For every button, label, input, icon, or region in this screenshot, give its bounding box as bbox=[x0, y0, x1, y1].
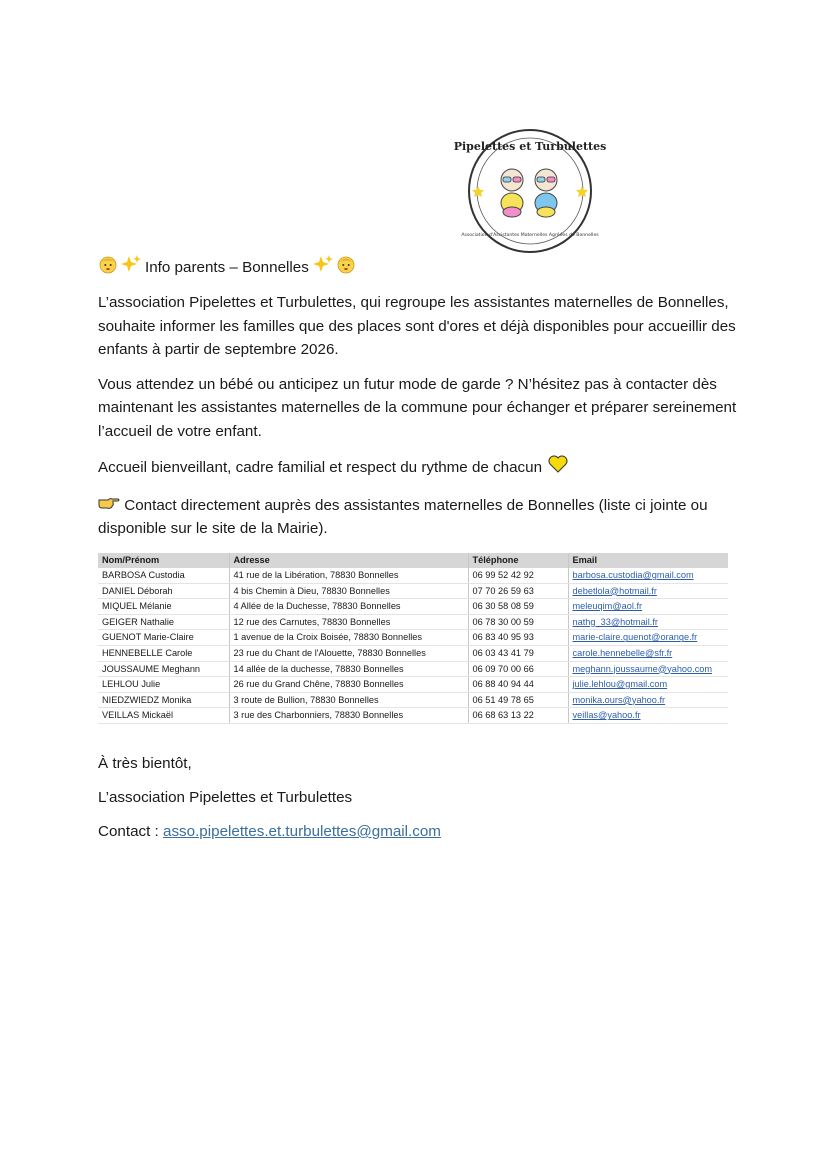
table-row bbox=[98, 645, 728, 661]
table-row bbox=[98, 708, 728, 724]
cell-phone: 06 83 40 95 93 bbox=[468, 630, 568, 646]
sparkles-icon bbox=[313, 254, 333, 282]
header-email: Email bbox=[568, 553, 728, 568]
invitation-paragraph: Vous attendez un bébé ou anticipez un futur mode de garde ? N’hésitez pas à contacter dès maintenant les assistantes maternelles de la commune pour échanger et préparer sereinement l’accueil de votre enfant. bbox=[98, 375, 737, 440]
cell-address: 26 rue du Grand Chêne, 78830 Bonnelles bbox=[229, 677, 468, 693]
header-address: Adresse bbox=[229, 553, 468, 568]
table-header-row bbox=[98, 553, 728, 568]
cell-phone: 06 99 52 42 92 bbox=[468, 568, 568, 583]
table-row bbox=[98, 692, 728, 708]
cell-address: 3 route de Bullion, 78830 Bonnelles bbox=[229, 692, 468, 708]
cell-email[interactable]: julie.lehlou@gmail.com bbox=[568, 677, 728, 693]
cell-address: 23 rue du Chant de l'Alouette, 78830 Bonnelles bbox=[229, 645, 468, 661]
table-row bbox=[98, 599, 728, 615]
table-row bbox=[98, 614, 728, 630]
cell-email[interactable]: veillas@yahoo.fr bbox=[568, 708, 728, 724]
cell-phone: 06 51 49 78 65 bbox=[468, 692, 568, 708]
cell-phone: 06 09 70 00 66 bbox=[468, 661, 568, 677]
cell-name: DANIEL Déborah bbox=[98, 583, 229, 599]
sparkles-icon bbox=[121, 254, 141, 282]
greeting: À très bientôt, bbox=[98, 755, 192, 772]
heading-text: Info parents – Bonnelles bbox=[145, 259, 309, 277]
main-content bbox=[98, 257, 738, 541]
welcome-text: Accueil bienveillant, cadre familial et respect du rythme de chacun bbox=[98, 459, 543, 476]
association-logo bbox=[453, 128, 607, 254]
contact-line bbox=[98, 820, 441, 843]
cell-address: 14 allée de la duchesse, 78830 Bonnelles bbox=[229, 661, 468, 677]
cell-name: GUENOT Marie-Claire bbox=[98, 630, 229, 646]
table-row bbox=[98, 630, 728, 646]
contact-label: Contact : bbox=[98, 823, 163, 840]
cell-phone: 06 88 40 94 44 bbox=[468, 677, 568, 693]
cell-name: JOUSSAUME Meghann bbox=[98, 661, 229, 677]
cell-name: BARBOSA Custodia bbox=[98, 568, 229, 583]
table-row bbox=[98, 583, 728, 599]
cell-email[interactable]: marie-claire.guenot@orange.fr bbox=[568, 630, 728, 646]
cell-name: NIEDZWIEDZ Monika bbox=[98, 692, 229, 708]
cell-address: 41 rue de la Libération, 78830 Bonnelles bbox=[229, 568, 468, 583]
cell-name: HENNEBELLE Carole bbox=[98, 645, 229, 661]
welcome-line bbox=[98, 455, 738, 481]
contact-paragraph bbox=[98, 494, 738, 541]
assistants-table-image bbox=[98, 553, 728, 721]
cell-address: 12 rue des Carnutes, 78830 Bonnelles bbox=[229, 614, 468, 630]
cell-address: 4 Allée de la Duchesse, 78830 Bonnelles bbox=[229, 599, 468, 615]
cell-address: 3 rue des Charbonniers, 78830 Bonnelles bbox=[229, 708, 468, 724]
cell-phone: 07 70 26 59 63 bbox=[468, 583, 568, 599]
cell-phone: 06 68 63 13 22 bbox=[468, 708, 568, 724]
baby-face-icon bbox=[98, 254, 118, 282]
cell-email[interactable]: carole.hennebelle@sfr.fr bbox=[568, 645, 728, 661]
cell-address: 4 bis Chemin à Dieu, 78830 Bonnelles bbox=[229, 583, 468, 599]
contact-text: Contact directement auprès des assistantes maternelles de Bonnelles (liste ci jointe ou disponible sur le site de la Mairie). bbox=[98, 496, 708, 538]
cell-email[interactable]: barbosa.custodia@gmail.com bbox=[568, 568, 728, 583]
logo-title: Pipelettes et Turbulettes bbox=[453, 140, 607, 153]
heading-line bbox=[98, 257, 738, 279]
pointing-hand-icon bbox=[98, 494, 120, 518]
yellow-heart-icon bbox=[548, 455, 568, 481]
cell-phone: 06 30 58 08 59 bbox=[468, 599, 568, 615]
header-name: Nom/Prénom bbox=[98, 553, 229, 568]
cell-email[interactable]: monika.ours@yahoo.fr bbox=[568, 692, 728, 708]
cell-name: VEILLAS Mickaël bbox=[98, 708, 229, 724]
cell-phone: 06 03 43 41 79 bbox=[468, 645, 568, 661]
table-row bbox=[98, 677, 728, 693]
cell-phone: 06 78 30 00 59 bbox=[468, 614, 568, 630]
cell-address: 1 avenue de la Croix Boisée, 78830 Bonnelles bbox=[229, 630, 468, 646]
baby-face-icon bbox=[336, 254, 356, 282]
cell-name: GEIGER Nathalie bbox=[98, 614, 229, 630]
intro-paragraph: L’association Pipelettes et Turbulettes, qui regroupe les assistantes maternelles de Bonnelles, souhaite informer les familles que des places sont d'ores et déjà disponibles pour accueillir des enfants à partir de septembre 2026. bbox=[98, 294, 736, 358]
contact-email-link[interactable]: asso.pipelettes.et.turbulettes@gmail.com bbox=[163, 823, 441, 840]
closing-block bbox=[98, 752, 441, 843]
cell-name: MIQUEL Mélanie bbox=[98, 599, 229, 615]
assistants-table bbox=[98, 553, 728, 724]
signature: L’association Pipelettes et Turbulettes bbox=[98, 789, 353, 806]
cell-name: LEHLOU Julie bbox=[98, 677, 229, 693]
cell-email[interactable]: meleuqim@aol.fr bbox=[568, 599, 728, 615]
header-phone: Téléphone bbox=[468, 553, 568, 568]
cell-email[interactable]: debetlola@hotmail.fr bbox=[568, 583, 728, 599]
table-row bbox=[98, 568, 728, 583]
logo-subtitle: Association d'Assistantes Maternelles Agréées de Bonnelles bbox=[461, 233, 599, 238]
table-row bbox=[98, 661, 728, 677]
cell-email[interactable]: meghann.joussaume@yahoo.com bbox=[568, 661, 728, 677]
cell-email[interactable]: nathg_33@hotmail.fr bbox=[568, 614, 728, 630]
